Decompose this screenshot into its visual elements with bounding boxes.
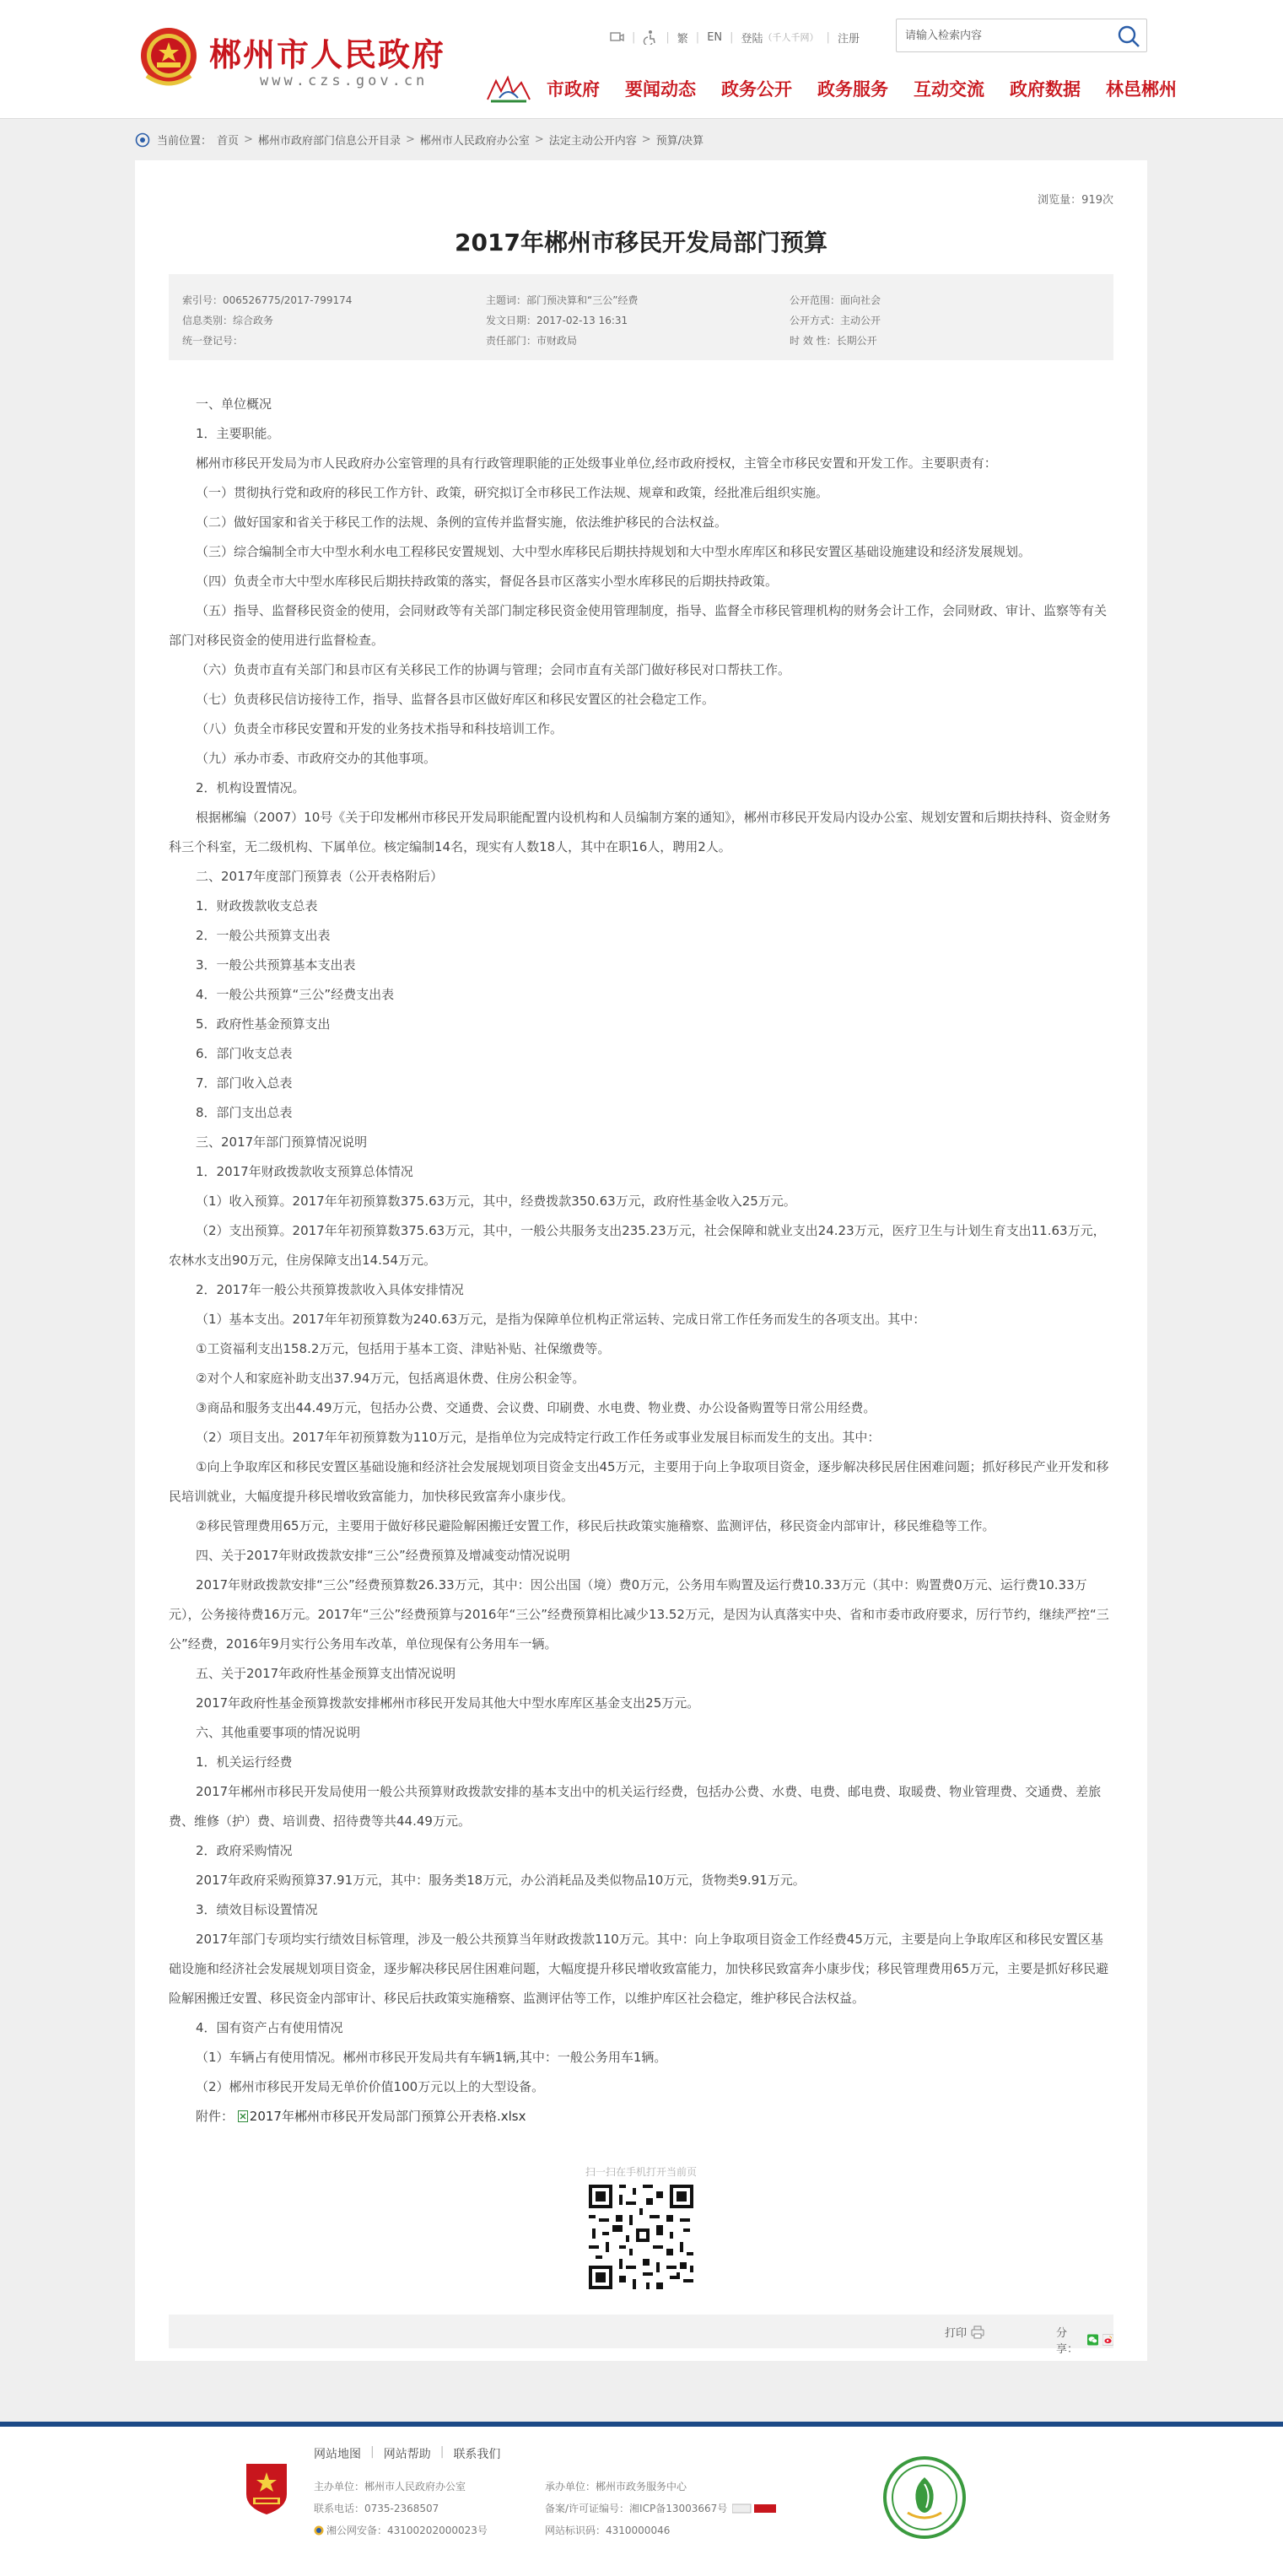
paragraph: 2017年财政拨款安排“三公”经费预算数26.33万元，其中：因公出国（境）费0万元，公务用车购置及运行费10.33万元（其中：购置费0万元、运行费10.33万元），公务接待费16万元。2017年“三公”经费预算与2016年“三公”经费预算相比减少13.52万元，是因为认真落实中央、省和市委市政府要求，厉行节约，继续严控“三公”经费，2016年9月实行公务用车改革，单位现保有公务用车一辆。 [169, 1577, 1109, 1652]
weibo-share-icon[interactable] [1102, 2333, 1113, 2347]
paragraph: （一）贯彻执行党和政府的移民工作方针、政策，研究拟订全市移民工作法规、规章和政策，经批准后组织实施。 [196, 485, 829, 500]
attachment-label: 附件： [196, 2109, 234, 2124]
paragraph: （四）负责全市大中型水库移民后期扶持政策的落实，督促各县市区落实小型水库移民的后期扶持政策。 [196, 574, 779, 589]
paragraph: 4．一般公共预算“三公”经费支出表 [196, 987, 395, 1002]
nav-item-data[interactable]: 政府数据 [1010, 79, 1081, 100]
site-logo[interactable] [138, 20, 476, 100]
paragraph: 1．机关运行经费 [196, 1754, 293, 1770]
footer-link-sitemap[interactable]: 网站地图 [314, 2448, 361, 2461]
meta-department: 责任部门：市财政局 [486, 335, 578, 347]
nav-items [547, 76, 1177, 101]
paragraph: 六、其他重要事项的情况说明 [196, 1725, 361, 1740]
paragraph: （2）郴州市移民开发局无单价价值100万元以上的大型设备。 [196, 2079, 545, 2094]
breadcrumb-content[interactable]: 法定主动公开内容 [548, 135, 637, 148]
breadcrumb-budget[interactable]: 预算/决算 [655, 135, 704, 148]
paragraph: （三）综合编制全市大中型水利水电工程移民安置规划、大中型水库移民后期扶持规划和大中型水库库区和移民安置区基础设施建设和经济发展规划。 [196, 544, 1032, 559]
paragraph: ①向上争取库区和移民安置区基础设施和经济社会发展规划项目资金支出45万元，主要用于向上争取项目资金，逐步解决移民居住困难问题；抓好移民产业开发和移民培训就业，大幅度提升移民增收致富能力，加快移民致富奔小康步伐。 [169, 1459, 1109, 1504]
meta-scope: 公开范围：面向社会 [790, 294, 881, 306]
footer-police-line [314, 2523, 488, 2537]
wechat-share-icon[interactable] [1087, 2333, 1098, 2347]
top-links: | | 繁 | EN | 登陆 （千人千网） | 注册 [609, 27, 860, 47]
paragraph: （七）负责移民信访接待工作，指导、监督各县市区做好库区和移民安置区的社会稳定工作。 [196, 692, 715, 707]
print-label: 打印 [945, 2327, 968, 2340]
nav-item-government[interactable]: 市政府 [547, 79, 600, 100]
breadcrumb-office[interactable]: 郴州市人民政府办公室 [419, 135, 530, 148]
paragraph: 2017年郴州市移民开发局使用一般公共预算财政拨款安排的基本支出中的机关运行经费，包括办公费、水费、电费、邮电费、取暖费、物业管理费、交通费、差旅费、维修（护）费、培训费、招待费等共44.49万元。 [169, 1784, 1102, 1829]
footer-link-help[interactable]: 网站帮助 [383, 2448, 431, 2461]
nav-item-linyi-chenzhou[interactable]: 林邑郴州 [1106, 79, 1177, 100]
search-icon[interactable] [1116, 24, 1141, 49]
paragraph: ①工资福利支出158.2万元，包括用于基本工资、津贴补贴、社保缴费等。 [196, 1341, 611, 1356]
certification-badges-icon [732, 2503, 776, 2514]
elder-mode-icon[interactable] [609, 30, 624, 45]
printer-icon [971, 2325, 984, 2339]
nav-item-interaction[interactable]: 互动交流 [914, 79, 984, 100]
meta-category: 信息类别：综合政务 [182, 315, 274, 326]
article-meta [169, 274, 1113, 360]
paragraph: 3．一般公共预算基本支出表 [196, 957, 356, 973]
paragraph: 二、2017年度部门预算表（公开表格附后） [196, 869, 444, 884]
breadcrumb-home[interactable]: 首页 [217, 135, 240, 148]
paragraph: （六）负责市直有关部门和县市区有关移民工作的协调与管理；会同市直有关部门做好移民对口帮扶工作。 [196, 662, 791, 677]
paragraph: 2017年政府性基金预算拨款安排郴州市移民开发局其他大中型水库库区基金支出25万元。 [196, 1695, 700, 1711]
paragraph: ②移民管理费用65万元，主要用于做好移民避险解困搬迁安置工作，移民后扶政策实施稽察、监测评估，移民资金内部审计，移民维稳等工作。 [196, 1518, 995, 1533]
search-box [896, 19, 1147, 52]
attachment-line [169, 2102, 1113, 2131]
paragraph: 2．政府采购情况 [196, 1843, 293, 1858]
traditional-chinese-link[interactable]: 繁 [677, 32, 688, 46]
meta-publish-date: 发文日期：2017-02-13 16:31 [486, 315, 628, 326]
paragraph: 四、关于2017年财政拨款安排“三公”经费预算及增减变动情况说明 [196, 1548, 570, 1563]
site-header [0, 0, 1283, 119]
national-emblem-icon [138, 24, 199, 89]
footer-icp-line [545, 2501, 776, 2515]
meta-method: 公开方式：主动公开 [790, 315, 881, 326]
paragraph: （1）车辆占有使用情况。郴州市移民开发局共有车辆1辆,其中：一般公务用车1辆。 [196, 2050, 667, 2065]
qr-code-icon [585, 2181, 697, 2293]
paragraph: （二）做好国家和省关于移民工作的法规、条例的宣传并监督实施，依法维护移民的合法权益。 [196, 515, 728, 530]
meta-unified-no: 统一登记号： [182, 335, 244, 347]
paragraph: 郴州市移民开发局为市人民政府办公室管理的具有行政管理职能的正处级事业单位,经市政府授权，主管全市移民安置和开发工作。主要职责有： [196, 455, 997, 471]
site-title: 郴州市人民政府 [209, 36, 446, 73]
paragraph: 2．2017年一般公共预算拨款收入具体安排情况 [196, 1282, 464, 1297]
meta-index-no: 索引号：006526775/2017-799174 [182, 294, 353, 306]
paragraph: （1）收入预算。2017年年初预算数375.63万元，其中，经费拨款350.63万元，政府性基金收入25万元。 [196, 1194, 796, 1209]
location-pin-icon [135, 132, 150, 148]
paragraph: （八）负责全市移民安置和开发的业务技术指导和科技培训工作。 [196, 721, 563, 736]
paragraph: （2）支出预算。2017年年初预算数375.63万元，其中，一般公共服务支出235.23万元，社会保障和就业支出24.23万元，医疗卫生与计划生育支出11.63万元，农林水支出90万元，住房保障支出14.54万元。 [169, 1223, 1106, 1268]
site-footer [0, 2427, 1283, 2576]
police-badge-icon [314, 2525, 324, 2536]
paragraph: （九）承办市委、市政府交办的其他事项。 [196, 751, 437, 766]
paragraph: （1）基本支出。2017年年初预算数为240.63万元，是指为保障单位机构正常运转、完成日常工作任务而发生的各项支出。其中： [196, 1312, 926, 1327]
paragraph: 8．部门支出总表 [196, 1105, 293, 1120]
login-note: （千人千网） [763, 32, 819, 43]
paragraph: 4．国有资产占有使用情况 [196, 2020, 343, 2035]
paragraph: （2）项目支出。2017年年初预算数为110万元，是指单位为完成特定行政工作任务或事业发展目标而发生的支出。其中： [196, 1430, 881, 1445]
paragraph: 2．机构设置情况。 [196, 780, 305, 795]
excel-file-icon [238, 2110, 248, 2122]
breadcrumb: 当前位置： 首页 > 郴州市政府部门信息公开目录 > 郴州市人民政府办公室 > 法定主动公开内容 > 预算/决算 [135, 132, 703, 148]
nav-item-public-affairs[interactable]: 政务公开 [721, 79, 792, 100]
footer-undertaker: 承办单位：郴州市政务服务中心 [545, 2481, 687, 2492]
paragraph: 根据郴编（2007）10号《关于印发郴州市移民开发局职能配置内设机构和人员编制方案的通知》，郴州市移民开发局内设办公室、规划安置和后期扶持科、资金财务科三个科室，无二级机构、下属单位。核定编制14名，现实有人数18人，其中在职16人，聘用2人。 [169, 810, 1111, 854]
civilized-website-badge-icon[interactable] [882, 2455, 967, 2540]
paragraph: 5．政府性基金预算支出 [196, 1016, 331, 1032]
english-link[interactable]: EN [707, 30, 723, 44]
paragraph: 1．2017年财政拨款收支预算总体情况 [196, 1164, 413, 1179]
footer-site-code: 网站标识码：4310000046 [545, 2525, 671, 2536]
footer-icp[interactable]: 备案/许可证编号：湘ICP备13003667号 [545, 2503, 728, 2514]
footer-links: 网站地图 | 网站帮助 | 联系我们 [314, 2445, 501, 2461]
accessibility-icon[interactable] [643, 30, 658, 45]
footer-host: 主办单位：郴州市人民政府办公室 [314, 2481, 466, 2492]
qr-caption: 扫一扫在手机打开当前页 [585, 2166, 697, 2178]
paragraph: 2017年政府采购预算37.91万元，其中：服务类18万元，办公消耗品及类似物品10万元，货物类9.91万元。 [196, 1873, 806, 1888]
paragraph: 2017年部门专项均实行绩效目标管理，涉及一般公共预算当年财政拨款110万元。其中：向上争取项目资金工作经费45万元，主要是向上争取库区和移民安置区基础设施和经济社会发展规划项目资金，逐步解决移民居住困难问题，大幅度提升移民增收致富能力，加快移民致富奔小康步伐；移民管理费用65万元，主要是抓好移民避险解困搬迁安置、移民资金内部审计、移民后扶政策实施稽察、监测评估等工作，以维护库区社会稳定，维护移民合法权益。 [169, 1932, 1109, 2006]
search-input[interactable] [897, 19, 1116, 51]
paragraph: ③商品和服务支出44.49万元，包括办公费、交通费、会议费、印刷费、水电费、物业费、办公设备购置等日常公用经费。 [196, 1400, 876, 1415]
breadcrumb-catalog[interactable]: 郴州市政府部门信息公开目录 [257, 135, 401, 148]
paragraph: 2．一般公共预算支出表 [196, 928, 331, 943]
view-count: 浏览量：919次 [1038, 194, 1113, 207]
party-government-badge-icon[interactable] [243, 2460, 290, 2516]
nav-item-news[interactable]: 要闻动态 [625, 79, 696, 100]
paragraph: 1．主要职能。 [196, 426, 280, 441]
paragraph: 6．部门收支总表 [196, 1046, 293, 1061]
footer-police[interactable]: 湘公网安备：43100202000023号 [326, 2525, 488, 2536]
paragraph: 五、关于2017年政府性基金预算支出情况说明 [196, 1666, 456, 1681]
site-url: www.czs.gov.cn [260, 73, 429, 89]
paragraph: ②对个人和家庭补助支出37.94万元，包括离退休费、住房公积金等。 [196, 1371, 585, 1386]
paragraph: 1．财政拨款收支总表 [196, 898, 318, 913]
article-card [135, 160, 1147, 2361]
article-body [169, 390, 1113, 2131]
footer-phone: 联系电话：0735-2368507 [314, 2503, 439, 2514]
paragraph: 7．部门收入总表 [196, 1075, 293, 1091]
share-bar [169, 2315, 1113, 2356]
login-link[interactable]: 登陆 [741, 32, 763, 46]
meta-subject: 主题词：部门预决算和“三公”经费 [486, 294, 639, 306]
attachment-link[interactable]: 2017年郴州市移民开发局部门预算公开表格.xlsx [249, 2109, 526, 2124]
share-group [1056, 2324, 1113, 2356]
paragraph: （五）指导、监督移民资金的使用，会同财政等有关部门制定移民资金使用管理制度，指导、监督全市移民管理机构的财务会计工作，会同财政、审计、监察等有关部门对移民资金的使用进行监督检查。 [169, 603, 1108, 648]
article-title: 2017年郴州市移民开发局部门预算 [455, 229, 827, 256]
paragraph: 一、单位概况 [196, 396, 272, 412]
breadcrumb-label: 当前位置： [157, 135, 213, 148]
paragraph: 3．绩效目标设置情况 [196, 1902, 318, 1917]
main-nav [484, 67, 1177, 110]
paragraph: 三、2017年部门预算情况说明 [196, 1134, 368, 1150]
meta-validity: 时 效 性：长期公开 [790, 335, 877, 347]
nav-item-services[interactable]: 政务服务 [817, 79, 888, 100]
share-label: 分享： [1056, 2327, 1079, 2356]
print-button[interactable] [945, 2324, 984, 2340]
register-link[interactable]: 注册 [837, 32, 860, 46]
footer-link-contact[interactable]: 联系我们 [453, 2448, 501, 2461]
nav-decoration-icon [484, 74, 533, 105]
